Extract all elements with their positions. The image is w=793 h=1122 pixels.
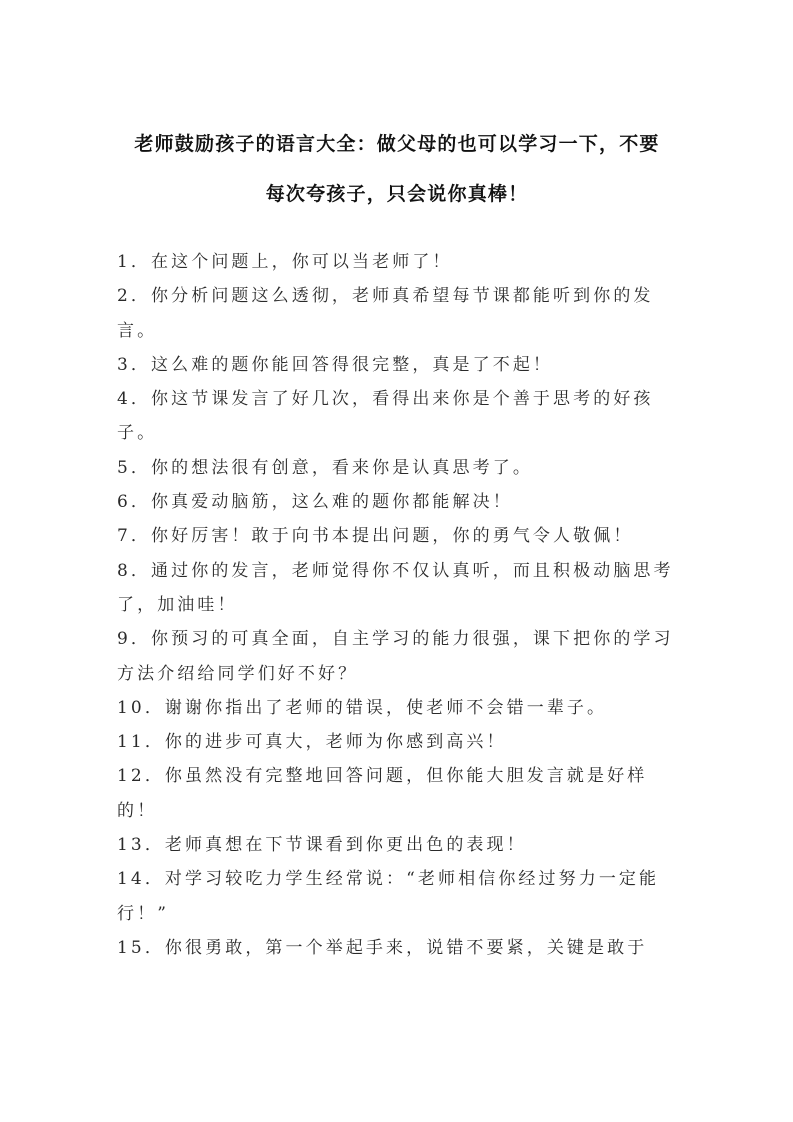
list-item-13: 13．老师真想在下节课看到你更出色的表现！ (117, 835, 527, 856)
title-line-1: 老师鼓励孩子的语言大全：做父母的也可以学习一下，不要 (134, 133, 660, 155)
list-item-4: 4．你这节课发言了好几次，看得出来你是个善于思考的好孩子。 (117, 389, 654, 444)
list-item-8: 8．通过你的发言，老师觉得你不仅认真听，而且积极动脑思考了，加油哇！ (117, 560, 674, 615)
list-item-15: 15．你很勇敢，第一个举起手来，说错不要紧，关键是敢于 (117, 937, 648, 958)
list-item-7: 7．你好厉害！敢于向书本提出问题，你的勇气令人敬佩！ (117, 526, 634, 547)
list-item-6: 6．你真爱动脑筋，这么难的题你都能解决！ (117, 492, 513, 513)
list-item-9: 9．你预习的可真全面，自主学习的能力很强，课下把你的学习方法介绍给同学们好不好？ (117, 629, 674, 684)
list-item-5: 5．你的想法很有创意，看来你是认真思考了。 (117, 457, 533, 478)
list-item-1: 1．在这个问题上，你可以当老师了！ (117, 252, 453, 272)
title-line-2: 每次夸孩子，只会说你真棒！ (265, 183, 529, 205)
list-item-3: 3．这么难的题你能回答得很完整，真是了不起！ (117, 354, 554, 375)
list-item-12: 12．你虽然没有完整地回答问题，但你能大胆发言就是好样的！ (117, 766, 648, 821)
list-item-11: 11．你的进步可真大，老师为你感到高兴！ (117, 732, 507, 753)
list-item-10: 10．谢谢你指出了老师的错误，使老师不会错一辈子。 (117, 697, 608, 718)
encouragement-list (117, 245, 682, 965)
list-item-14: 14．对学习较吃力学生经常说：“老师相信你经过努力一定能行！” (117, 869, 660, 924)
document-title (112, 119, 682, 219)
list-item-2: 2．你分析问题这么透彻，老师真希望每节课都能听到你的发言。 (117, 286, 654, 341)
